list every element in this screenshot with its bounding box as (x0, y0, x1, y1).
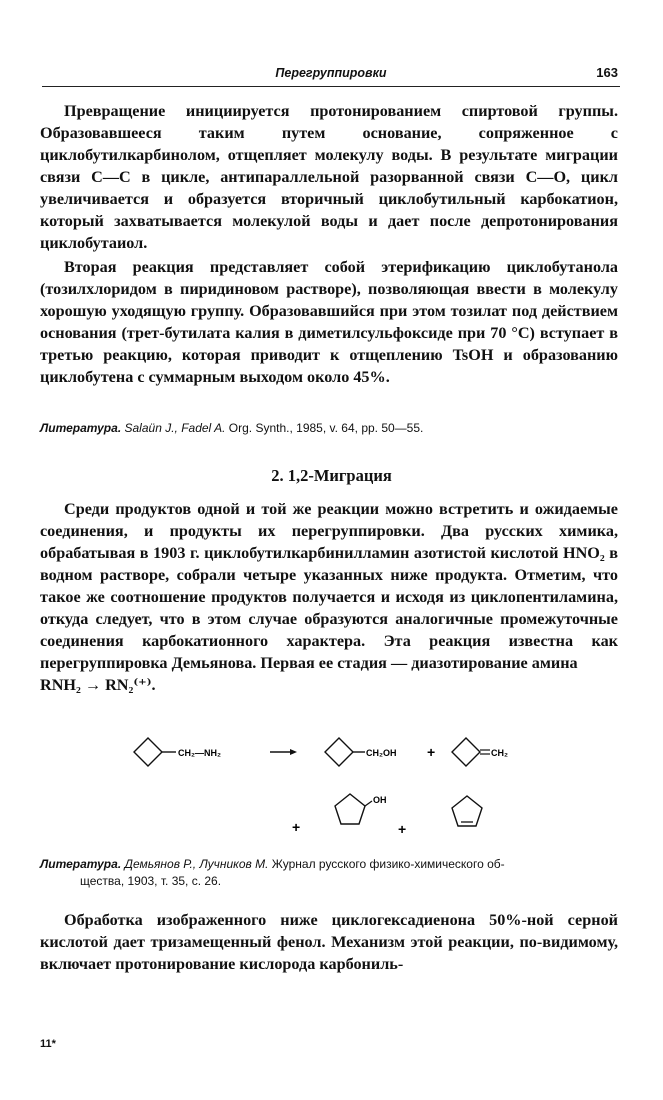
cyclobutane-ring-product2 (452, 738, 480, 766)
paragraph-2: Вторая реакция представляет собой этерификацию циклобутанола (тозилхлоридом в пиридиновом растворе), позволяющая ввести в молекулу хорошую уходящую группу. Образовавшийся при этом тозилат под действием основания (трет-бутилата калия в диметилсульфоксиде при 70 °С) вступает в третью реакцию, которая приводит к отщеплению TsOH и образованию циклобутена с суммарным выходом около 45%. (40, 258, 618, 386)
section-title: 2. 1,2-Миграция (271, 466, 392, 485)
cyclobutane-ring-product1 (325, 738, 353, 766)
literature-reference-2 (40, 856, 618, 890)
cyclobutane-ring-reactant (134, 738, 162, 766)
literature-citation: Org. Synth., 1985, v. 64, pp. 50—55. (228, 421, 424, 435)
product3-substituent: OH (373, 795, 387, 805)
reactant-substituent: CH₂—NH₂ (178, 748, 221, 758)
literature-citation-2: Журнал русского физико-химического об- (271, 857, 505, 871)
literature-authors: Salaün J., Fadel A. (124, 421, 226, 435)
paragraph-3-text: Среди продуктов одной и той же реакции можно встретить и ожидаемые соединения, и продукты их перегруппировки. Два русских химика, обрабатывая в 1903 г. циклобутилкарбинилламин азотистой кислотой HNO₂ в водном растворе, собрали четыре указанных ниже продукта. Отметим, что такое же соотношение продуктов получается и исходя из циклопентиламина, откуда следует, что в этом случае образуются аналогичные промежуточные соединения карбокатионного характера. Эта реакция известна как перегруппировка Демьянова. Первая ее стадия — диазотирование амина (40, 500, 618, 672)
product1-substituent: CH₂OH (366, 748, 397, 758)
cyclopentane-ring (335, 794, 365, 824)
literature-authors-2: Демьянов Р., Лучников М. (124, 857, 269, 871)
running-title: Перегруппировки (275, 66, 387, 80)
literature-label-2: Литература. (40, 857, 122, 871)
plus-sign-3: + (398, 821, 407, 837)
literature-reference-1 (40, 420, 618, 437)
signature-mark: 11* (40, 1038, 56, 1050)
plus-sign-1: + (427, 744, 436, 760)
page-number: 163 (596, 65, 618, 80)
plus-sign-2: + (292, 819, 301, 835)
reaction-scheme (120, 730, 540, 845)
paragraph-1: Превращение инициируется протонированием спиртовой группы. Образовавшееся таким путем основание, сопряженное с циклобутилкарбинолом, отщепляет молекулу воды. В результате миграции связи С—С в цикле, антипараллельной разорванной связи С—О, цикл увеличивается и образуется вторичный циклобутильный карбокатион, который захватывается молекулой воды и дает после депротонирования циклобутаиол. (40, 102, 618, 252)
paragraph-3 (40, 498, 618, 696)
literature-label: Литература. (40, 421, 122, 435)
reaction-formula: RNH₂ → RN₂⁽⁺⁾. (40, 676, 156, 694)
paragraph-4: Обработка изображенного ниже циклогексадиенона 50%-ной серной кислотой дает тризамещенный фенол. Механизм этой реакции, по-видимому, включает протонирование кислорода карбониль- (40, 911, 618, 973)
product2-substituent: CH₂ (491, 748, 508, 758)
page-header (42, 62, 620, 87)
literature-citation-2-cont: щества, 1903, т. 35, с. 26. (80, 874, 222, 888)
